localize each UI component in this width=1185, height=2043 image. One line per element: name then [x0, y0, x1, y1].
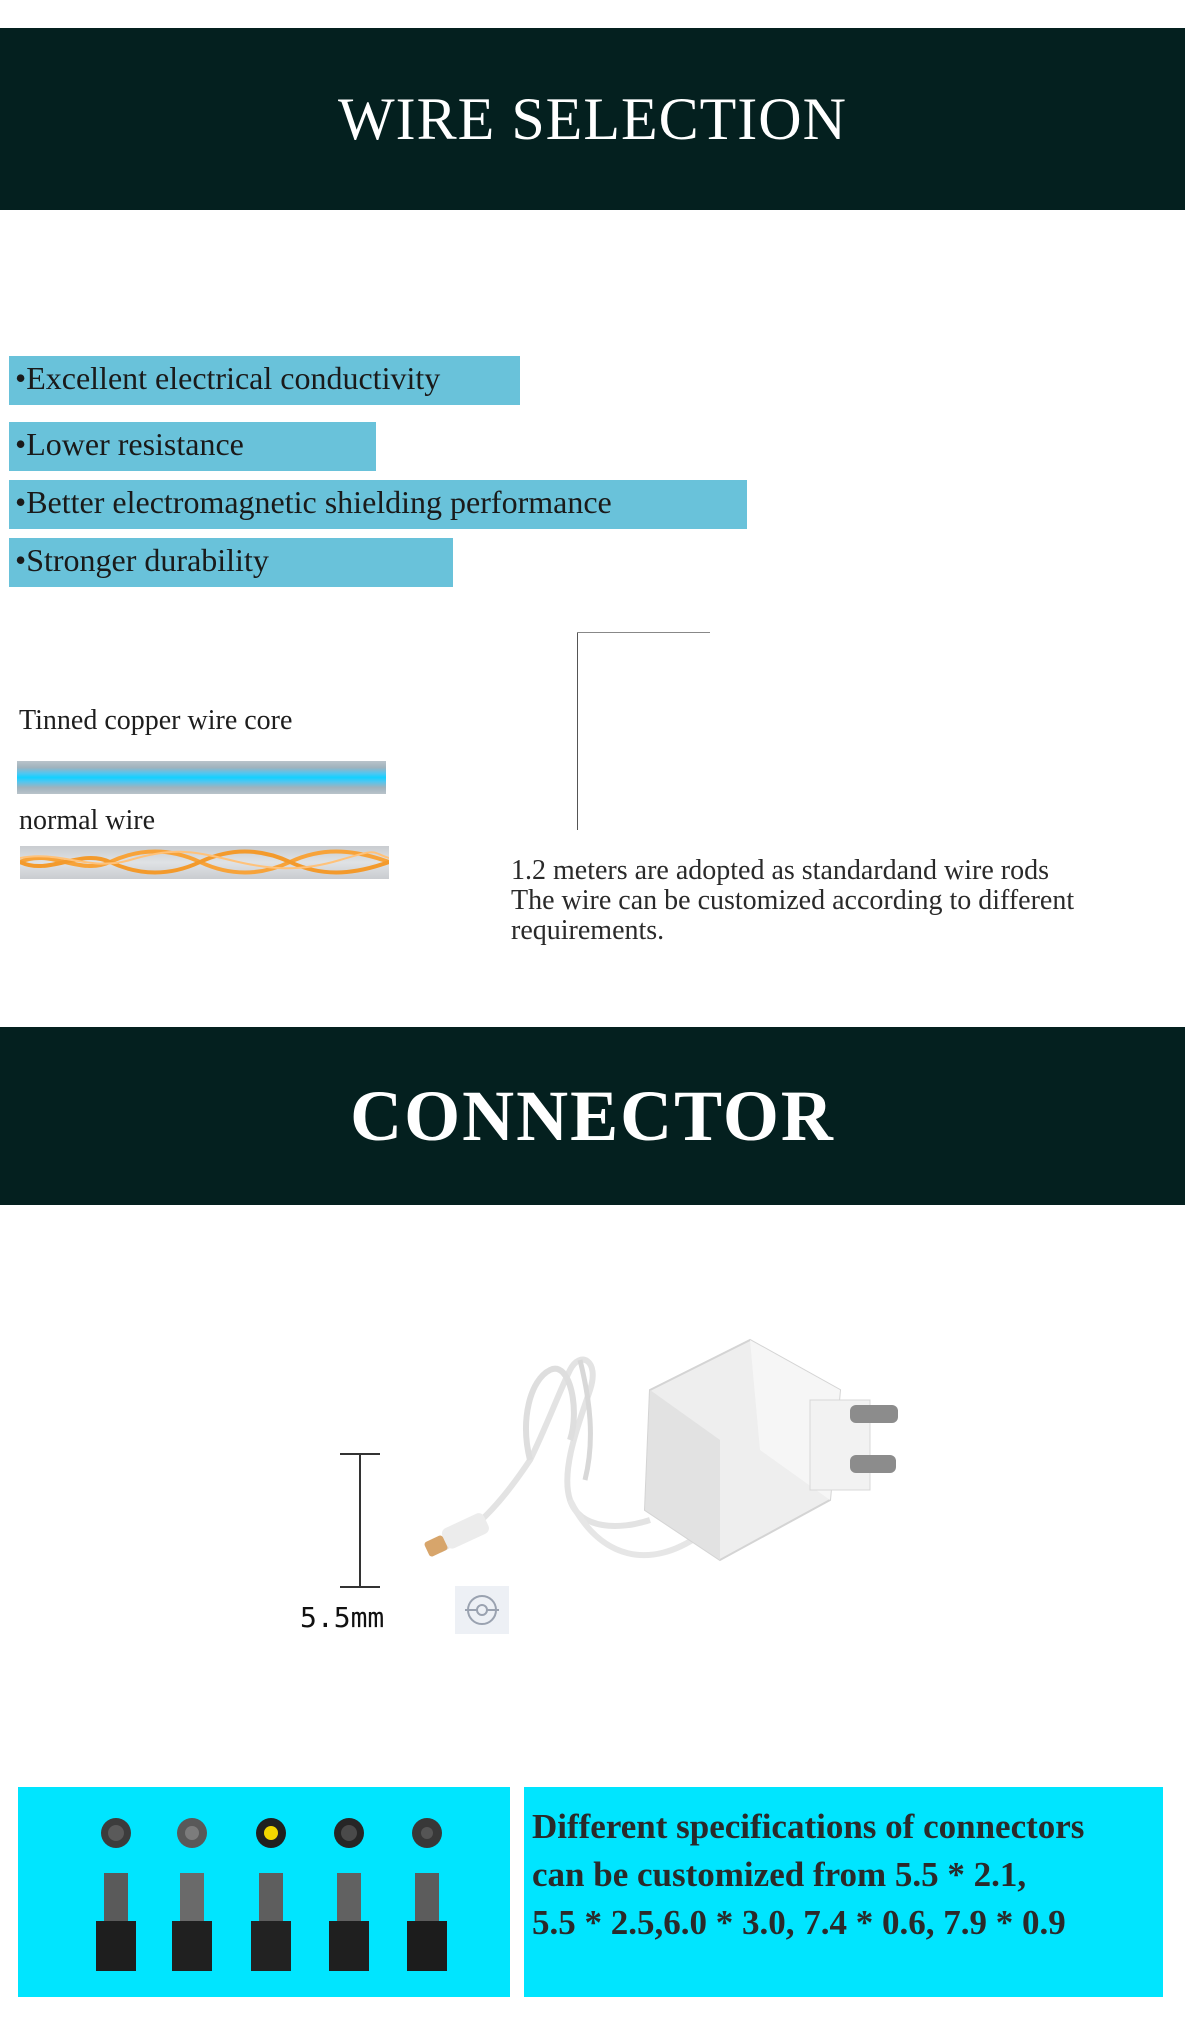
description-line: requirements. [511, 915, 665, 946]
dc-polarity-icon [455, 1586, 509, 1634]
normal-wire-label: normal wire [19, 805, 156, 836]
wire-description [511, 856, 1171, 946]
spec-line: 5.5 * 2.5,6.0 * 3.0, 7.4 * 0.6, 7.9 * 0.9 [532, 1903, 1066, 1942]
normal-wire-image [20, 846, 389, 879]
feature-item: •Lower resistance [9, 422, 376, 471]
connector-tip [251, 1818, 291, 1971]
tinned-wire-image [17, 761, 386, 794]
connector-tip [172, 1818, 212, 1971]
power-adapter-image [420, 1330, 940, 1610]
description-line: The wire can be customized according to different [511, 885, 1075, 916]
connector-tips-image [18, 1787, 510, 1997]
banner-title: CONNECTOR [350, 1076, 835, 1156]
connector-tips-panel [18, 1787, 510, 1997]
connector-tip [407, 1818, 447, 1971]
dimension-label: 5.5mm [300, 1601, 385, 1634]
connector-tip [329, 1818, 369, 1971]
connector-banner [0, 1027, 1185, 1205]
wire-selection-banner [0, 28, 1185, 210]
spec-line: can be customized from 5.5 * 2.1, [532, 1855, 1027, 1894]
bracket-line [577, 632, 710, 633]
connector-tip [96, 1818, 136, 1971]
banner-title: WIRE SELECTION [338, 86, 847, 152]
description-line: 1.2 meters are adopted as standardand wire rods [511, 855, 1050, 886]
feature-item: •Stronger durability [9, 538, 453, 587]
dimension-line [340, 1586, 380, 1588]
connector-spec-text [532, 1803, 1162, 1947]
spec-line: Different specifications of connectors [532, 1807, 1085, 1846]
twisted-wire-strands [20, 846, 389, 879]
tinned-wire-label: Tinned copper wire core [19, 705, 293, 736]
feature-item: •Better electromagnetic shielding performance [9, 480, 747, 529]
bracket-line [577, 632, 578, 830]
dimension-line [359, 1454, 361, 1588]
feature-item: •Excellent electrical conductivity [9, 356, 520, 405]
